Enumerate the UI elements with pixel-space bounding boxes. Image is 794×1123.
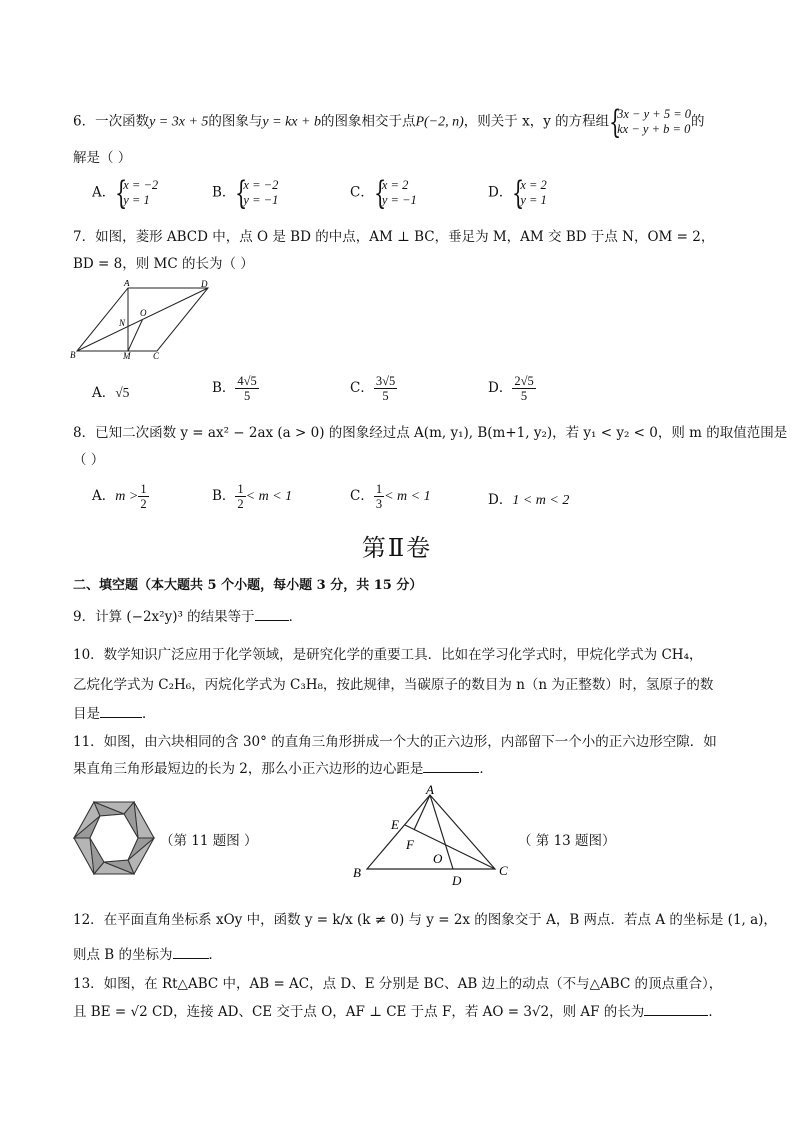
label-e: E: [391, 817, 399, 832]
q13-answer-blank[interactable]: [644, 1003, 708, 1016]
q6-func2: y = kx + b: [262, 114, 321, 130]
label-b: B: [353, 865, 361, 880]
label-a: A: [426, 783, 434, 797]
q6-text3: ，则关于 x，y 的方程组: [463, 113, 610, 130]
q6-text1: 的图象与: [208, 113, 263, 130]
q7-line2: BD = 8，则 MC 的长为（ ）: [73, 256, 254, 272]
label-c: C: [153, 351, 160, 360]
q6-option-c: C． { x = 2 y = −1: [350, 174, 417, 212]
q7-option-d: D． $\frac{2√5}{5}$: [488, 374, 534, 403]
q8-option-d: D．1 < m < 2: [488, 492, 570, 508]
q11-figure-caption: （第 11 题图 ）: [160, 833, 258, 849]
q13-figure-caption: （ 第 13 题图）: [518, 833, 616, 849]
q6-line1: [73, 103, 705, 141]
q7-option-a: A．√5: [92, 385, 130, 401]
label-d: D: [201, 280, 208, 289]
q11-hexagon-figure: [72, 800, 156, 876]
q6-text2: 的图象相交于点: [320, 113, 416, 130]
label-d: D: [452, 873, 462, 887]
q13-triangle-figure: [348, 783, 518, 887]
label-o: O: [433, 851, 443, 866]
q12-line2: 则点 B 的坐标为 ．: [73, 947, 223, 963]
q6-lead: 6．一次函数: [73, 113, 150, 130]
q6-func1: y = 3x + 5: [149, 114, 209, 130]
q7-rhombus-figure: [68, 280, 228, 360]
q8-option-a: A．m > $\frac{1}{2}$: [92, 482, 147, 511]
q11-line2: 果直角三角形最短边的长为 2，那么小正六边形的边心距是 ．: [73, 761, 493, 777]
q8-option-b: B． $\frac{1}{2}$ < m < 1: [212, 482, 293, 511]
label-a: A: [124, 280, 130, 288]
label-o: O: [140, 308, 147, 318]
q6-eq1: 3x − y + 5 = 0: [617, 107, 692, 121]
triangle-abc: [367, 795, 495, 869]
q10-line1: 10．数学知识广泛应用于化学领域，是研究化学的重要工具．比如在学习化学式时，甲烷化学式为 CH₄，: [73, 647, 703, 663]
q9-answer-blank[interactable]: [255, 608, 289, 621]
q11-line1: 11．如图，由六块相同的含 30° 的直角三角形拼成一个大的正六边形，内部留下一个小的正六边形空隙．如: [73, 734, 717, 750]
q13-line1: 13．如图，在 Rt△ABC 中，AB = AC，点 D、E 分别是 BC、AB 边上的动点（不与△ABC 的顶点重合），: [73, 976, 723, 992]
q8-option-c: C． $\frac{1}{3}$ < m < 1: [350, 482, 431, 511]
segment-af: [414, 795, 430, 830]
q6-option-b: B． { x = −2 y = −1: [212, 174, 279, 212]
q7-option-b: B． $\frac{4√5}{5}$: [212, 374, 257, 403]
q6-option-a: A． { x = −2 y = 1: [92, 174, 159, 212]
q8-line2: （ ）: [73, 452, 105, 468]
q6-system: { 3x − y + 5 = 0 kx − y + b = 0: [609, 103, 692, 141]
q6-tail: 的: [691, 113, 705, 130]
label-m: M: [123, 351, 131, 360]
q7-line1: 7．如图，菱形 ABCD 中，点 O 是 BD 的中点，AM ⊥ BC，垂足为 M，AM 交 BD 于点 N，OM = 2，: [73, 229, 715, 245]
q10-line3: 目是 ．: [73, 706, 156, 722]
q12-answer-blank[interactable]: [173, 946, 209, 959]
part2-title: 第Ⅱ卷: [361, 534, 433, 562]
q10-line2: 乙烷化学式为 C₂H₆，丙烷化学式为 C₃H₈，按此规律，当碳原子的数目为 n（n 为正整数）时，氢原子的数: [73, 677, 714, 693]
q6-eq2: kx − y + b = 0: [617, 122, 691, 136]
q11-answer-blank[interactable]: [423, 760, 479, 773]
q8-line1: 8．已知二次函数 y = ax² − 2ax (a > 0) 的图象经过点 A(m, y₁), B(m+1, y₂)，若 y₁ < y₂ < 0，则 m 的取值范围是: [73, 425, 788, 441]
segment-om: [128, 320, 143, 352]
label-n: N: [119, 318, 126, 328]
segment-ce: [405, 825, 495, 869]
section2-heading: 二、填空题（本大题共 5 个小题，每小题 3 分，共 15 分）: [73, 578, 423, 593]
q13-line2: 且 BE = √2 CD，连接 AD、CE 交于点 O，AF ⊥ CE 于点 F，若 AO = 3√2，则 AF 的长为 ．: [73, 1004, 722, 1020]
q7-option-c: C． $\frac{3√5}{5}$: [350, 374, 396, 403]
q6-point: P(−2, n): [415, 114, 464, 130]
q12-line1: 12．在平面直角坐标系 xOy 中，函数 y = k/x (k ≠ 0) 与 y = 2x 的图象交于 A，B 两点．若点 A 的坐标是 (1, a)，: [73, 912, 777, 928]
label-f: F: [406, 837, 414, 852]
q6-line2: 解是（ ）: [73, 150, 132, 166]
q6-option-d: D． { x = 2 y = 1: [488, 174, 547, 212]
q9-line: 9．计算 (−2x²y)³ 的结果等于 ．: [73, 609, 303, 625]
label-b: B: [70, 350, 76, 360]
q10-answer-blank[interactable]: [100, 705, 142, 718]
label-c: C: [499, 863, 508, 878]
